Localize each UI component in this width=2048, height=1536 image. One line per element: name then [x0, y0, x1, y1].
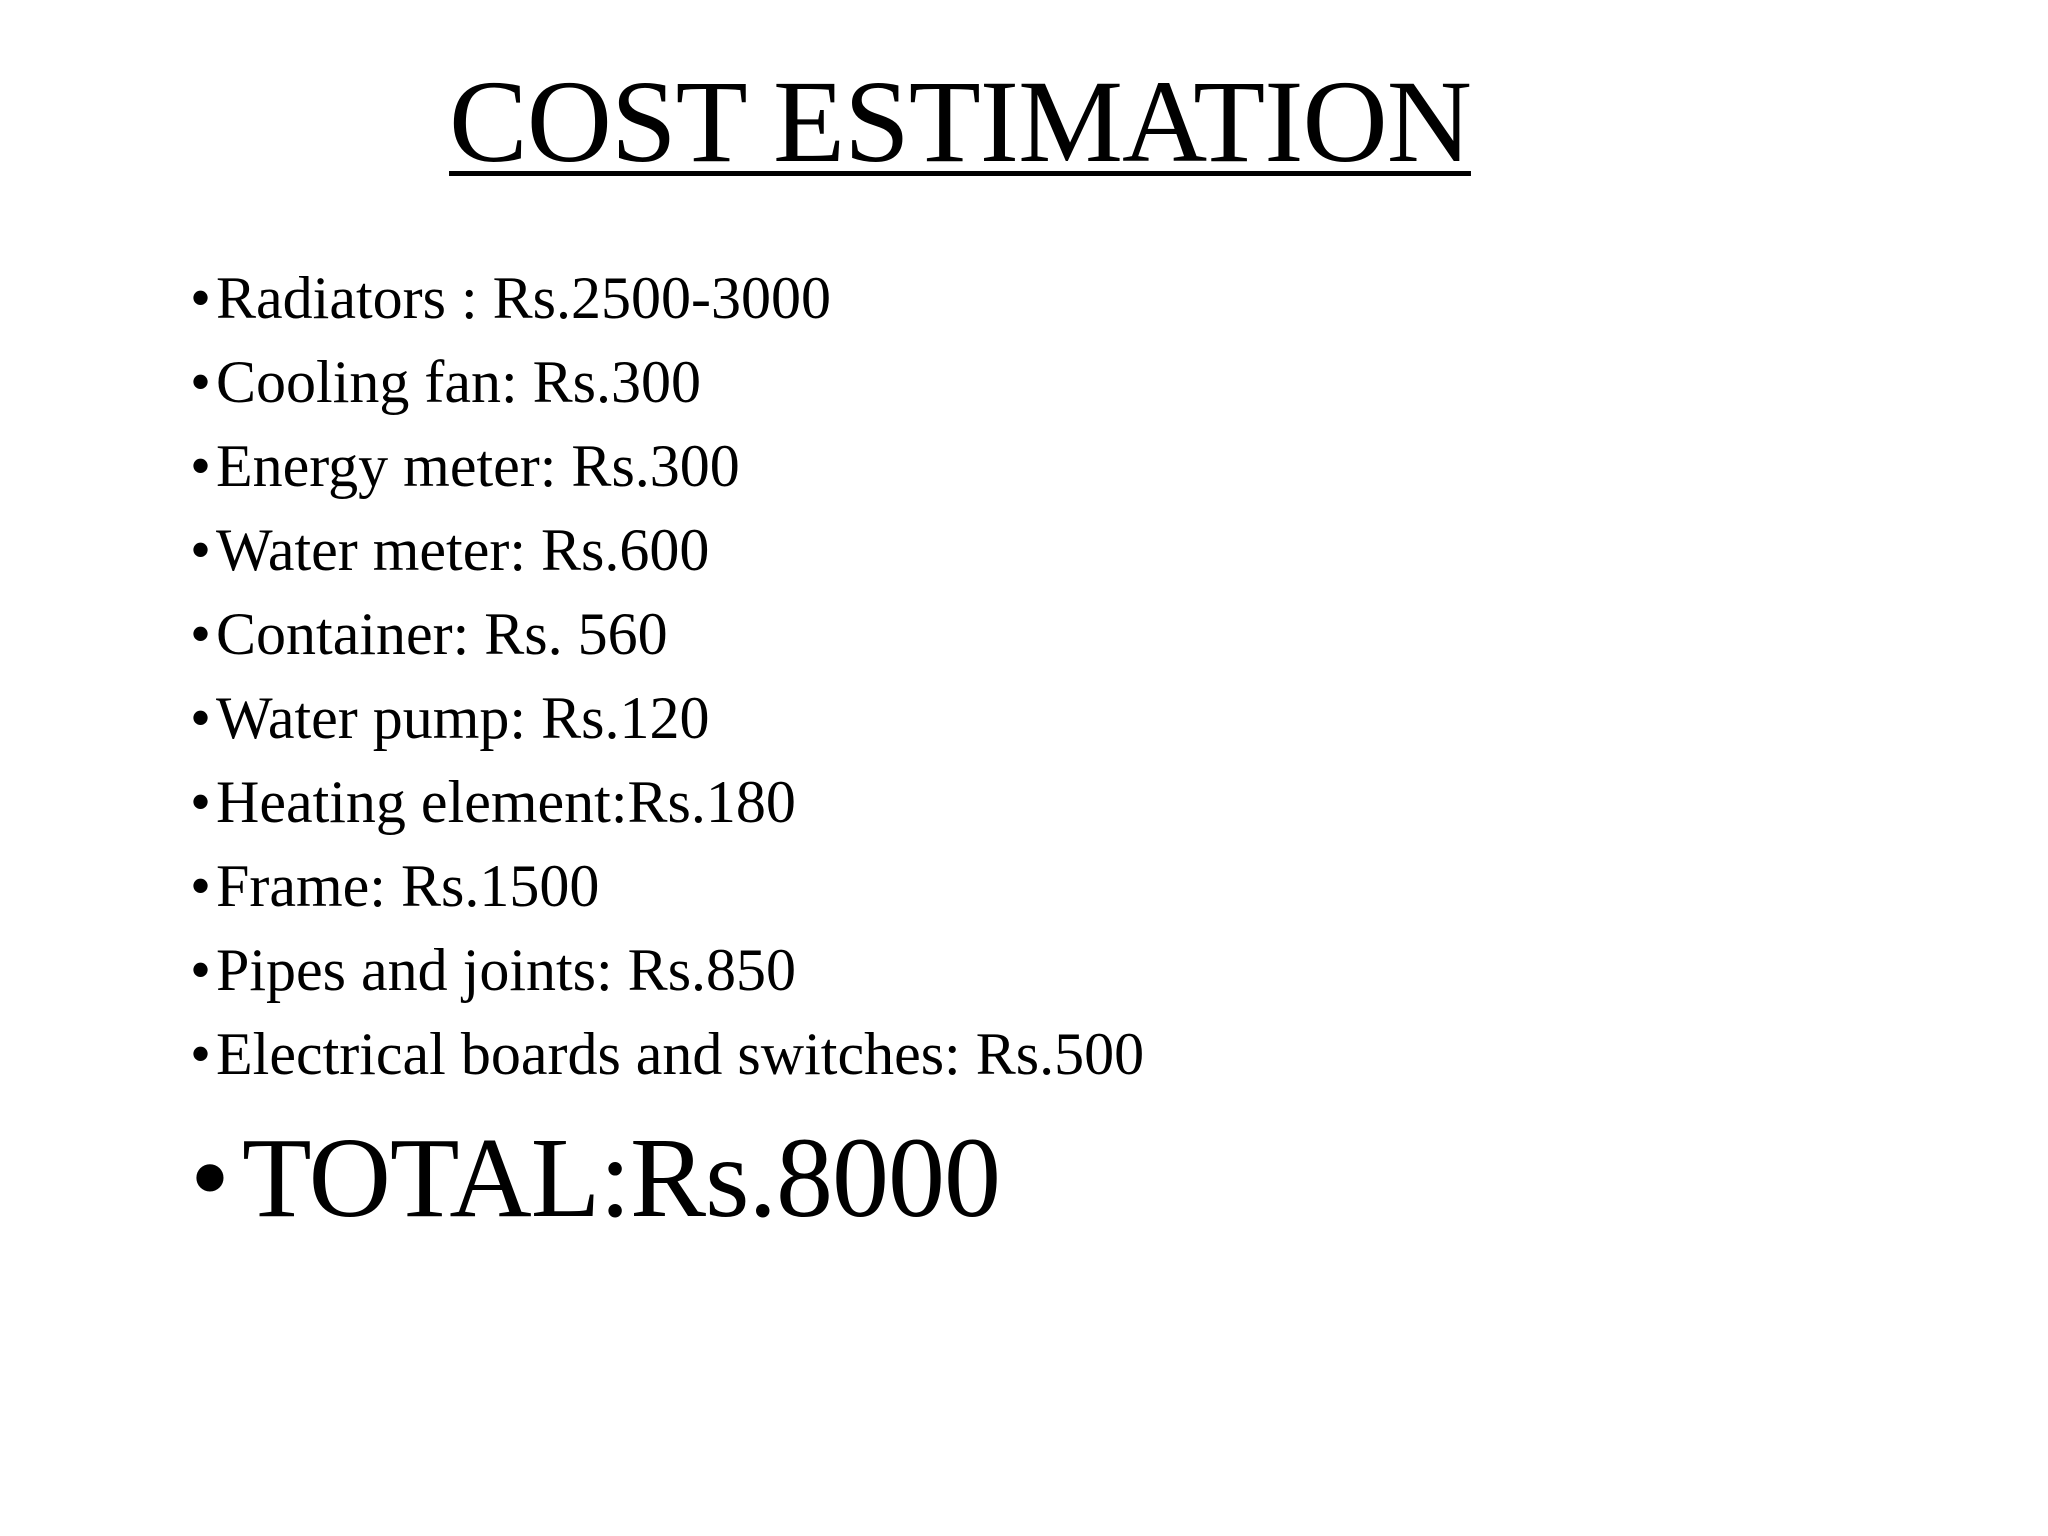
bullet-icon: • — [190, 265, 212, 331]
cost-item-text: Water pump: Rs.120 — [216, 685, 710, 751]
bullet-icon: • — [190, 601, 212, 667]
list-item — [190, 340, 1144, 424]
list-item — [190, 1012, 1144, 1096]
bullet-icon: • — [190, 349, 212, 415]
bullet-icon: • — [190, 1114, 229, 1241]
bullet-icon: • — [190, 1021, 212, 1087]
list-item — [190, 256, 1144, 340]
cost-item-text: Heating element:Rs.180 — [216, 769, 796, 835]
list-item — [190, 928, 1144, 1012]
cost-item-text: Electrical boards and switches: Rs.500 — [216, 1021, 1145, 1087]
bullet-icon: • — [190, 517, 212, 583]
bullet-icon: • — [190, 433, 212, 499]
total-text: TOTAL:Rs.8000 — [242, 1114, 1000, 1241]
cost-item-text: Energy meter: Rs.300 — [216, 433, 740, 499]
list-item — [190, 508, 1144, 592]
cost-item-text: Water meter: Rs.600 — [216, 517, 710, 583]
cost-list — [190, 256, 1144, 1096]
list-item — [190, 424, 1144, 508]
list-item — [190, 760, 1144, 844]
cost-item-text: Radiators : Rs.2500-3000 — [216, 265, 831, 331]
slide-title: COST ESTIMATION — [449, 56, 1471, 187]
cost-item-text: Frame: Rs.1500 — [216, 853, 600, 919]
bullet-icon: • — [190, 769, 212, 835]
bullet-icon: • — [190, 685, 212, 751]
total-line — [190, 1108, 1000, 1248]
cost-item-text: Pipes and joints: Rs.850 — [216, 937, 797, 1003]
list-item — [190, 844, 1144, 928]
cost-item-text: Container: Rs. 560 — [216, 601, 668, 667]
list-item — [190, 676, 1144, 760]
list-item — [190, 592, 1144, 676]
bullet-icon: • — [190, 853, 212, 919]
cost-item-text: Cooling fan: Rs.300 — [216, 349, 702, 415]
bullet-icon: • — [190, 937, 212, 1003]
